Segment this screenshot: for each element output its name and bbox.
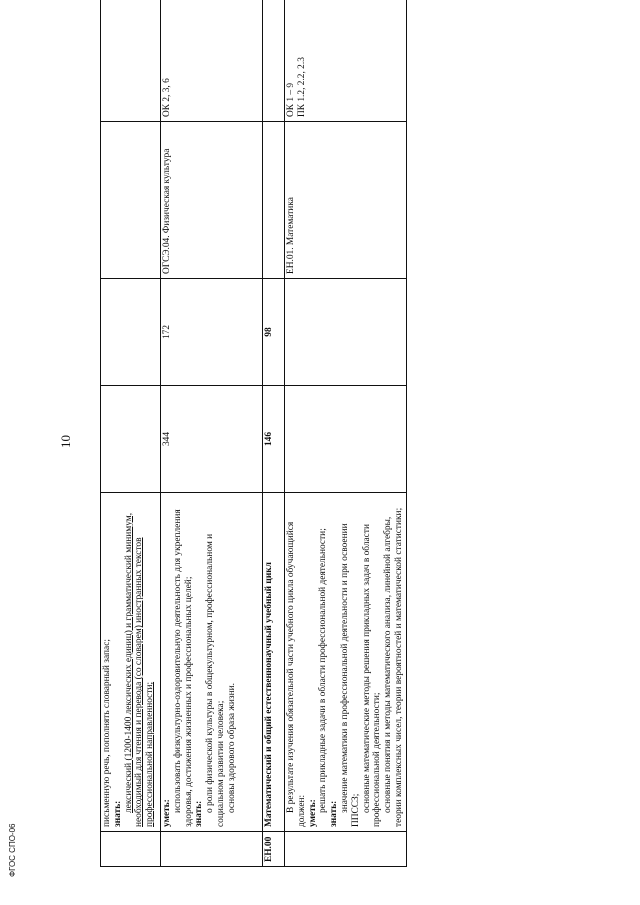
max-load-value: 146 [264,431,274,447]
can-label: уметь: [307,799,318,827]
table-row [161,0,263,867]
index-cell: ЕН.00 [263,832,285,867]
discipline-cell: ОГСЭ.04. Физическая культура [161,122,263,279]
index-cell [161,832,263,867]
mandatory-load-cell: 172 [161,279,263,386]
know-label: знать: [194,800,205,827]
text-line: основы здорового образа жизни. [226,682,237,813]
discipline-cell [101,122,161,279]
text-line: письменную речь, пополнять словарный запас; [102,639,112,827]
know-label: знать: [112,800,123,827]
text-line: о роли физической культуры в общекультурном, профессиональном и социальном развитии человека; [205,533,226,827]
competences-line: ОК 1 – 9 [286,82,296,117]
mandatory-load-cell [101,279,161,386]
max-load-cell [101,386,161,493]
content-cell [161,493,263,832]
mandatory-load-cell [285,279,407,386]
text-line: основные понятия и методы математического анализа, линейной алгебры, теории комплексных чисел, теории вероятностей и математической статистики; [383,507,404,827]
mandatory-load-cell [263,279,285,386]
text-line: В результате изучения обязательной части учебного цикла обучающийся должен: [286,521,307,827]
page-number: 10 [58,435,73,448]
max-load-cell: 344 [161,386,263,493]
mandatory-load-value: 98 [264,327,274,337]
can-label: уметь: [162,799,172,827]
curriculum-table [100,0,407,867]
discipline-cell: ЕН.01. Математика [285,122,407,279]
competences-line: ПК 1.2, 2.2, 2.3 [296,57,307,117]
text-line: использовать физкультурно-оздоровительную деятельность для укрепления здоровья, достижения жизненных и профессиональных целей; [172,509,194,827]
table-row [263,0,285,867]
text-line: значение математики в профессиональной деятельности и при освоении ППССЗ; [339,523,361,827]
text-line: лексический (1200-1400 лексических единиц) и грамматический минимум, необходимый для чтения и перевода (со словарем) иностранных текстов профессиональной направленности; [123,512,156,827]
table-row [101,0,161,867]
competences-cell [285,0,407,122]
index-cell [285,832,407,867]
competences-cell: ОК 2, 3, 6 [161,0,263,122]
footer-code: ФГОС СПО-06 [8,823,17,877]
competences-cell [263,0,285,122]
know-label: знать: [329,800,340,827]
section-title: Математический и общий естественнонаучный учебный цикл [264,562,274,827]
text-line: решать прикладные задачи в области профессиональной деятельности; [318,528,329,813]
table-row [285,0,407,867]
content-cell [101,493,161,832]
discipline-cell [263,122,285,279]
text-line: основные математические методы решения прикладных задач в области профессиональной деятельности; [361,524,383,827]
content-cell [263,493,285,832]
max-load-cell [263,386,285,493]
content-cell [285,493,407,832]
competences-cell [101,0,161,122]
index-cell [101,832,161,867]
max-load-cell [285,386,407,493]
rotated-table-container [100,17,404,867]
